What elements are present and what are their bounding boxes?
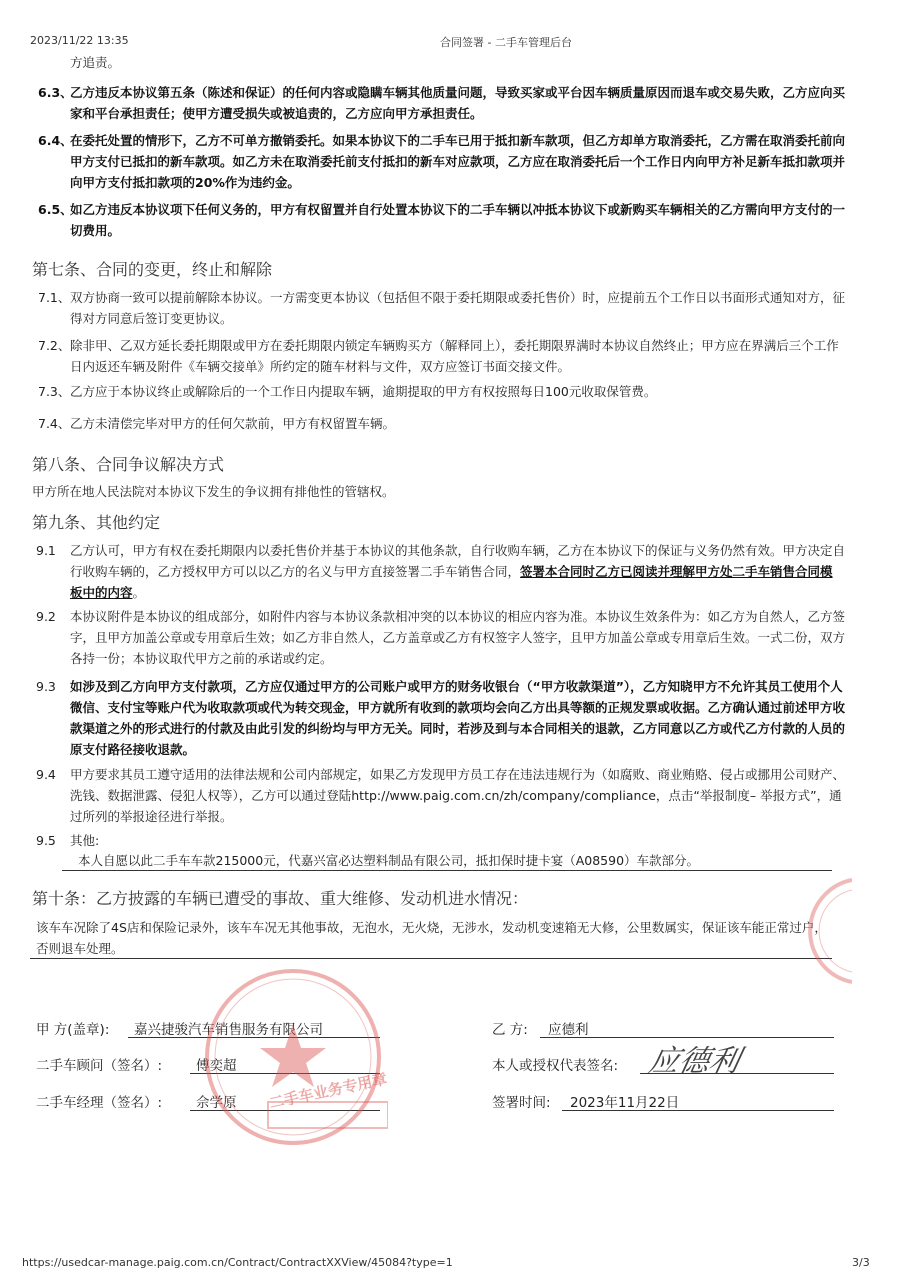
- print-page-number: 3/3: [852, 1256, 870, 1269]
- clause-number: 9.2: [36, 609, 56, 624]
- clause-number: 6.5、: [38, 202, 73, 217]
- clause-number: 7.3、: [38, 384, 71, 399]
- clause-number: 7.2、: [38, 338, 71, 353]
- clause-9-1-tail: 。: [132, 585, 146, 600]
- section-10-text: 该车车况除了4S店和保险记录外，该车车况无其他事故，无泡水，无火烧，无涉水，发动机变速箱无大修，公里数属实，保证该车能正常过户，否则退车处理。: [36, 920, 827, 956]
- handwritten-signature: 应德利: [645, 1044, 743, 1079]
- clause-9-5-label: 其他:: [70, 833, 100, 848]
- clause-number: 6.3、: [38, 85, 73, 100]
- clause-6-4: 在委托处置的情形下，乙方不可单方撤销委托。如果本协议下的二手车已用于抵扣新车款项，但乙方却单方取消委托，乙方需在取消委托前向甲方支付已抵扣的新车款项。如乙方未在取消委托前支付抵扣的新车对应款项，乙方应在取消委托后一个工作日内向甲方补足新车抵扣款项并向甲方支付抵扣款项的20%作为违约金。: [70, 133, 846, 190]
- company-seal-stamp: [198, 962, 388, 1152]
- clause-9-3: 如涉及到乙方向甲方支付款项，乙方应仅通过甲方的公司账户或甲方的财务收银台（“甲方收款渠道”），乙方知晓甲方不允许其员工使用个人微信、支付宝等账户代为收取款项或代为转交现金，甲方就所有收到的款项均会向乙方出具等额的正规发票或收据。乙方确认通过前述甲方收款渠道之外的形式进行的付款及由此引发的纠纷均与甲方无关。同时，若涉及到与本合同相关的退款，乙方同意以乙方或代乙方付款的人员的原支付路径接收退款。: [70, 679, 846, 757]
- clause-number: 9.5: [36, 833, 56, 848]
- clause-number: 9.1: [36, 543, 56, 558]
- rep-signature-label: 本人或授权代表签名:: [492, 1058, 619, 1074]
- clause-number: 6.4、: [38, 133, 73, 148]
- clause-9-5-underline: [62, 870, 832, 871]
- clause-number: 9.4: [36, 767, 56, 782]
- section-8-text: 甲方所在地人民法院对本协议下发生的争议拥有排他性的管辖权。: [32, 484, 395, 499]
- party-a-label: 甲 方(盖章):: [36, 1022, 110, 1038]
- section-7-title: 第七条、合同的变更，终止和解除: [32, 260, 273, 279]
- print-datetime: 2023/11/22 13:35: [30, 34, 129, 47]
- clause-9-2: 本协议附件是本协议的组成部分，如附件内容与本协议条款相冲突的以本协议的相应内容为准。本协议生效条件为：如乙方为自然人，乙方签字，且甲方加盖公章或专用章后生效；如乙方非自然人，乙方盖章或乙方有权签字人签字，且甲方加盖公章或专用章后生效。一式二份，双方各持一份；本协议取代甲方之前的承诺或约定。: [70, 609, 846, 666]
- clause-number: 9.3: [36, 679, 56, 694]
- clause-9-4: 甲方要求其员工遵守适用的法律法规和公司内部规定，如果乙方发现甲方员工存在违法违规行为（如腐败、商业贿赂、侵占或挪用公司财产、洗钱、数据泄露、侵犯人权等），乙方可以通过登陆http://www.paig.com.cn/zh/company/compliance，点击“举报制度– 举报方式”，通过所列的举报途径进行举报。: [70, 767, 846, 824]
- section-9-title: 第九条、其他约定: [32, 513, 161, 532]
- clause-7-4: 乙方未清偿完毕对甲方的任何欠款前，甲方有权留置车辆。: [70, 416, 396, 431]
- edge-seal-stamp: [792, 876, 852, 986]
- clause-6-3: 乙方违反本协议第五条（陈述和保证）的任何内容或隐瞒车辆其他质量问题，导致买家或平台因车辆质量原因而退车或交易失败，乙方应向买家和平台承担责任；使甲方遭受损失或被追责的，乙方应向甲方承担责任。: [70, 85, 846, 121]
- clause-9-1: [70, 540, 845, 603]
- manager-name: 佘学原: [196, 1095, 237, 1111]
- party-b-name: 应德利: [548, 1022, 589, 1038]
- party-a-name: 嘉兴捷骏汽车销售服务有限公司: [134, 1022, 323, 1038]
- clause-9-5-text: 本人自愿以此二手车车款215000元，代嘉兴富必达塑料制品有限公司，抵扣保时捷卡宴（A08590）车款部分。: [78, 853, 700, 868]
- dept-stamp-text: 二手车业务专用章: [267, 1069, 389, 1113]
- carryover-text: 方追责。: [70, 55, 121, 70]
- sign-date: 2023年11月22日: [570, 1095, 680, 1111]
- consultant-label: 二手车顾问（签名）:: [36, 1058, 163, 1074]
- clause-9-1-text: 乙方认可，甲方有权在委托期限内以委托售价并基于本协议的其他条款，自行收购车辆，乙方在本协议下的保证与义务仍然有效。甲方决定自行收购车辆的，乙方授权甲方可以以乙方的名义与甲方直接签署二手车销售合同，: [70, 543, 846, 579]
- date-line: [562, 1110, 834, 1111]
- section-8-title: 第八条、合同争议解决方式: [32, 455, 225, 474]
- clause-9-1-emphasis: 签署本合同时乙方已阅读并理解甲方处二手车销售合同模板中的内容: [70, 564, 833, 600]
- clause-number: 7.4、: [38, 416, 71, 431]
- date-label: 签署时间:: [492, 1095, 551, 1111]
- consultant-name: 傅奕超: [196, 1058, 237, 1074]
- clause-6-5: 如乙方违反本协议项下任何义务的，甲方有权留置并自行处置本协议下的二手车辆以冲抵本协议下或新购买车辆相关的乙方需向甲方支付的一切费用。: [70, 202, 846, 238]
- print-url: https://usedcar-manage.paig.com.cn/Contract/ContractXXView/45084?type=1: [22, 1256, 453, 1269]
- section-10-underline: [30, 958, 832, 959]
- clause-number: 7.1、: [38, 290, 71, 305]
- party-b-label: 乙 方:: [492, 1022, 528, 1038]
- manager-label: 二手车经理（签名）:: [36, 1095, 163, 1111]
- rep-signature-line: [640, 1073, 834, 1074]
- section-10-title: 第十条：乙方披露的车辆已遭受的事故、重大维修、发动机进水情况：: [32, 889, 529, 908]
- clause-7-3: 乙方应于本协议终止或解除后的一个工作日内提取车辆，逾期提取的甲方有权按照每日100元收取保管费。: [70, 384, 657, 399]
- print-page-title: 合同签署 - 二手车管理后台: [440, 36, 572, 49]
- clause-7-1: 双方协商一致可以提前解除本协议。一方需变更本协议（包括但不限于委托期限或委托售价）时，应提前五个工作日以书面形式通知对方，征得对方同意后签订变更协议。: [70, 290, 846, 326]
- clause-7-2: 除非甲、乙双方延长委托期限或甲方在委托期限内锁定车辆购买方（解释同上），委托期限界满时本协议自然终止；甲方应在界满后三个工作日内返还车辆及附件《车辆交接单》所约定的随车材料与文件，双方应签订书面交接文件。: [70, 338, 839, 374]
